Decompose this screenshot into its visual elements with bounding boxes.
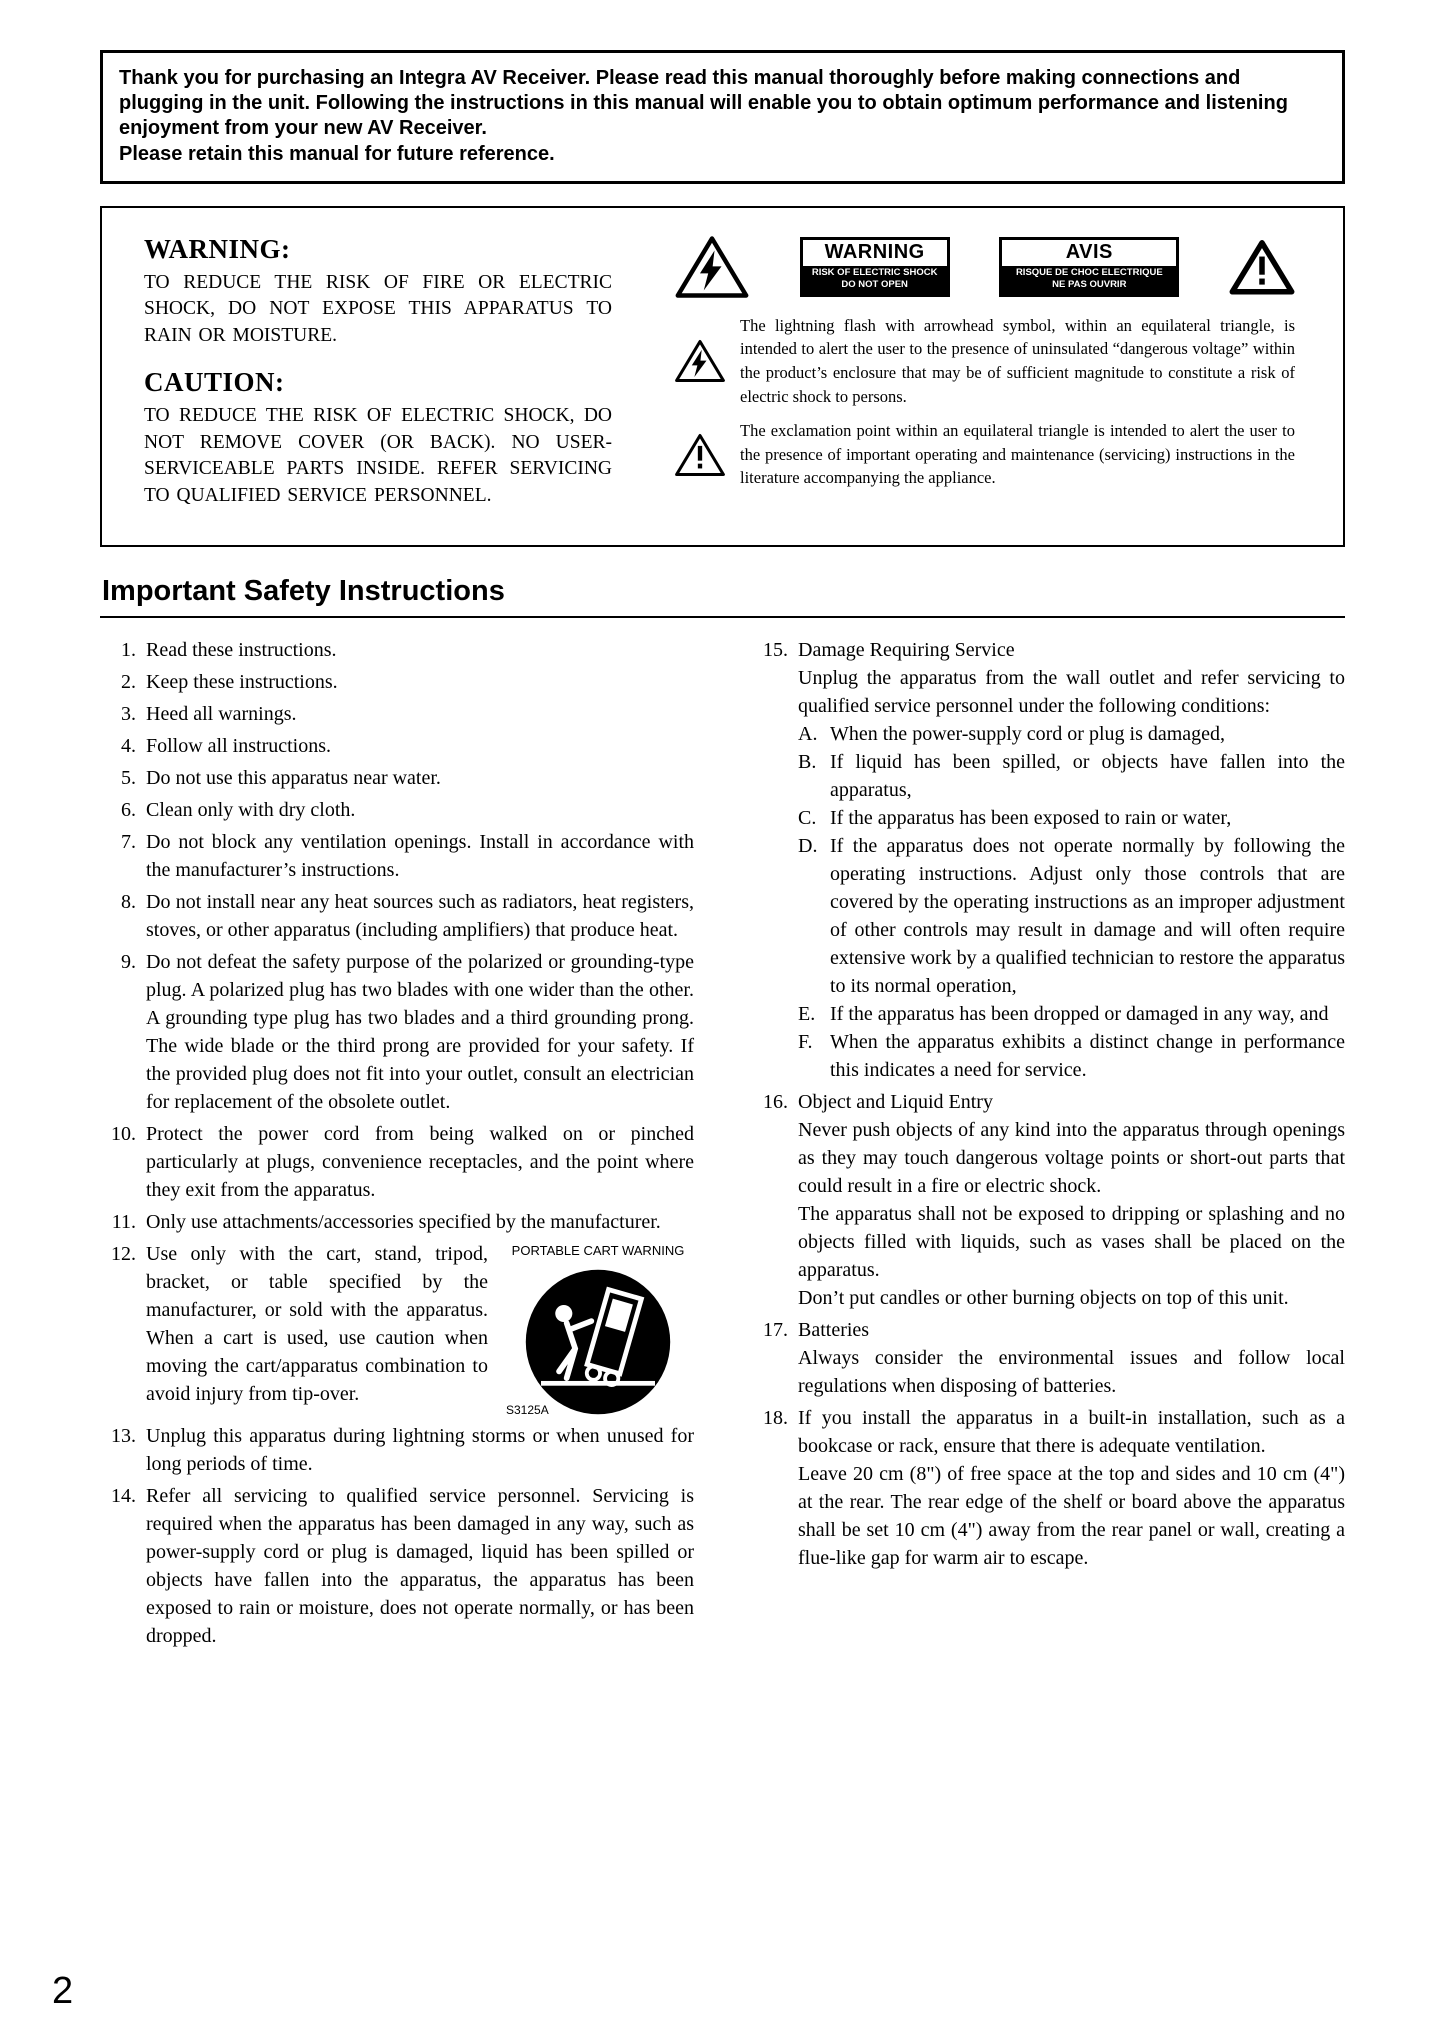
sub-text: If the apparatus has been dropped or damaged in any way, and	[830, 1003, 1329, 1026]
item-title: Object and Liquid Entry	[798, 1091, 993, 1114]
item-number: 1.	[121, 639, 136, 662]
list-item-6	[100, 796, 694, 824]
item-number: 6.	[121, 799, 136, 822]
list-item-18	[752, 1404, 1345, 1572]
list-item-14	[100, 1482, 694, 1650]
item-paragraph: Leave 20 cm (8") of free space at the top and sides and 10 cm (4") at the rear. The rear edge of the shelf or board above the apparatus shall be set 10 cm (4") away from the rear panel or wall, creating a flue-like gap for warm air to escape.	[798, 1463, 1345, 1570]
item-text: Refer all servicing to qualified service personnel. Servicing is required when the apparatus has been damaged in any way, such as power-supply cord or plug is damaged, liquid has been spilled or objects have fallen into the apparatus, the apparatus has been exposed to rain or moisture, does not operate normally, or has been dropped.	[146, 1485, 694, 1648]
item-number: 3.	[121, 703, 136, 726]
list-item-1	[100, 636, 694, 664]
item-number: 13.	[111, 1425, 136, 1448]
warning-caution-box	[100, 206, 1345, 548]
item-number: 14.	[111, 1485, 136, 1508]
intro-box	[100, 50, 1345, 184]
exclamation-triangle-small-icon	[674, 419, 740, 490]
list-item-13	[100, 1422, 694, 1478]
warning-heading: WARNING:	[144, 233, 291, 264]
list-item-9	[100, 948, 694, 1116]
sub-item-b	[798, 748, 1345, 804]
list-item-10	[100, 1120, 694, 1204]
sub-text: If the apparatus does not operate normally by following the operating instructions. Adjust only those controls that are covered by the operating instructions as an improper adjustment of other controls may result in damage and will often require extensive work by a qualified technician to restore the apparatus to its normal operation,	[830, 835, 1345, 998]
item-text: Follow all instructions.	[146, 735, 331, 758]
warning-symbols-column	[674, 234, 1295, 528]
list-item-15	[752, 636, 1345, 1084]
item-number: 12.	[111, 1243, 136, 1266]
item-number: 8.	[121, 891, 136, 914]
item-number: 2.	[121, 671, 136, 694]
item-text: Protect the power cord from being walked on or pinched particularly at plugs, convenience receptacles, and the point where they exit from the apparatus.	[146, 1123, 694, 1202]
sub-text: When the apparatus exhibits a distinct change in performance this indicates a need for service.	[830, 1031, 1345, 1082]
list-item-4	[100, 732, 694, 760]
section-rule	[100, 616, 1345, 618]
instructions-columns	[100, 636, 1345, 1654]
sub-letter: A.	[798, 723, 818, 746]
caution-heading: CAUTION:	[144, 367, 285, 398]
instructions-right-column	[752, 636, 1345, 1654]
list-item-2	[100, 668, 694, 696]
item-text: Keep these instructions.	[146, 671, 338, 694]
sub-item-f	[798, 1028, 1345, 1084]
section-title: Important Safety Instructions	[102, 575, 505, 608]
list-item-12	[100, 1240, 694, 1418]
item-number: 17.	[763, 1319, 788, 1342]
sub-item-d	[798, 832, 1345, 1000]
sub-item-a	[798, 720, 1345, 748]
item-text: Clean only with dry cloth.	[146, 799, 356, 822]
item-number: 5.	[121, 767, 136, 790]
item-title: Damage Requiring Service	[798, 639, 1015, 662]
item-number: 16.	[763, 1091, 788, 1114]
item-number: 4.	[121, 735, 136, 758]
exclamation-note	[674, 419, 1295, 490]
avis-sign-line1: RISQUE DE CHOC ELECTRIQUE	[1015, 266, 1163, 278]
sub-letter: B.	[798, 751, 817, 774]
sub-letter: E.	[798, 1003, 816, 1026]
cart-warning-title: PORTABLE CART WARNING	[511, 1243, 685, 1259]
list-item-11	[100, 1208, 694, 1236]
item-paragraph: Never push objects of any kind into the apparatus through openings as they may touch dangerous voltage points or short-out parts that could result in a fire or electric shock.	[798, 1119, 1345, 1198]
item-number: 11.	[111, 1211, 136, 1234]
portable-cart-figure	[502, 1240, 694, 1418]
warning-sign-subtitle	[803, 266, 947, 294]
item-number: 18.	[763, 1407, 788, 1430]
lightning-triangle-icon	[674, 234, 750, 300]
item-paragraph: Unplug the apparatus from the wall outlet and refer servicing to qualified service personnel under the following conditions:	[798, 667, 1345, 718]
sub-item-e	[798, 1000, 1345, 1028]
item-number: 7.	[121, 831, 136, 854]
item-text: Read these instructions.	[146, 639, 337, 662]
lightning-triangle-small-icon	[674, 314, 740, 408]
instructions-left-column	[100, 636, 694, 1654]
sub-item-c	[798, 804, 1345, 832]
exclamation-triangle-icon	[1229, 237, 1295, 297]
cart-tipover-icon	[522, 1266, 674, 1418]
exclamation-note-text: The exclamation point within an equilateral triangle is intended to alert the user to the presence of important operating and maintenance (servicing) instructions in the literature accompanying the appliance.	[740, 421, 1295, 488]
list-item-17	[752, 1316, 1345, 1400]
item-text: Heed all warnings.	[146, 703, 297, 726]
sub-text: If the apparatus has been exposed to rain or water,	[830, 807, 1232, 830]
sub-text: When the power-supply cord or plug is damaged,	[830, 723, 1226, 746]
sub-text: If liquid has been spilled, or objects have fallen into the apparatus,	[830, 751, 1345, 802]
warning-sign-title: WARNING	[824, 240, 925, 263]
avis-sign	[999, 237, 1179, 297]
lightning-note-text: The lightning flash with arrowhead symbol, within an equilateral triangle, is intended to alert the user to the presence of uninsulated “dangerous voltage” within the product’s enclosure that may be of sufficient magnitude to constitute a risk of electric shock to persons.	[740, 315, 1295, 406]
list-item-8	[100, 888, 694, 944]
intro-paragraph: Thank you for purchasing an Integra AV Receiver. Please read this manual thoroughly before making connections and plugging in the unit. Following the instructions in this manual will enable you to obtain optimum performance and listening enjoyment from your new AV Receiver.	[119, 67, 1288, 140]
item-number: 9.	[121, 951, 136, 974]
avis-sign-title: AVIS	[1065, 240, 1113, 263]
item-text: Unplug this apparatus during lightning storms or when unused for long periods of time.	[146, 1425, 694, 1476]
intro-retain-line: Please retain this manual for future reference.	[119, 142, 555, 165]
item-paragraph: Always consider the environmental issues and follow local regulations when disposing of batteries.	[798, 1347, 1345, 1398]
item-text: Do not defeat the safety purpose of the polarized or grounding-type plug. A polarized plug has two blades with one wider than the other. A grounding type plug has two blades and a third grounding prong. The wide blade or the third prong are provided for your safety. If the provided plug does not fit into your outlet, consult an electrician for replacement of the obsolete outlet.	[146, 951, 694, 1114]
item-text: Do not block any ventilation openings. Install in accordance with the manufacturer’s instructions.	[146, 831, 694, 882]
lightning-note	[674, 314, 1295, 408]
item-number: 15.	[763, 639, 788, 662]
list-item-7	[100, 828, 694, 884]
warning-sign-line2: DO NOT OPEN	[841, 279, 908, 291]
caution-text: TO REDUCE THE RISK OF ELECTRIC SHOCK, DO NOT REMOVE COVER (OR BACK). NO USER-SERVICEABLE PARTS INSIDE. REFER SERVICING TO QUALIFIED SERVICE PERSONNEL.	[144, 405, 612, 506]
item-paragraph: If you install the apparatus in a built-in installation, such as a bookcase or rack, ensure that there is adequate ventilation.	[798, 1407, 1345, 1458]
list-item-16	[752, 1088, 1345, 1312]
warning-caution-text-column	[144, 234, 612, 528]
avis-sign-line2: NE PAS OUVRIR	[1052, 279, 1127, 291]
item-text: Do not install near any heat sources such as radiators, heat registers, stoves, or other apparatus (including amplifiers) that produce heat.	[146, 891, 694, 942]
item-title: Batteries	[798, 1319, 870, 1342]
item-text: Use only with the cart, stand, tripod, bracket, or table specified by the manufacturer, or sold with the apparatus. When a cart is used, use caution when moving the cart/apparatus combination to avoid injury from tip-over.	[146, 1243, 488, 1406]
sub-letter: D.	[798, 835, 818, 858]
sub-letter: F.	[798, 1031, 813, 1054]
item-number: 10.	[111, 1123, 136, 1146]
item-text: Do not use this apparatus near water.	[146, 767, 441, 790]
sub-letter: C.	[798, 807, 817, 830]
page-number: 2	[52, 1970, 74, 2012]
item-paragraph: Don’t put candles or other burning objects on top of this unit.	[798, 1287, 1289, 1310]
avis-sign-subtitle	[1002, 266, 1176, 294]
list-item-5	[100, 764, 694, 792]
list-item-3	[100, 700, 694, 728]
cart-warning-code: S3125A	[506, 1402, 549, 1417]
warning-signs-row	[674, 234, 1295, 300]
warning-sign-line1: RISK OF ELECTRIC SHOCK	[811, 266, 938, 278]
warning-text: TO REDUCE THE RISK OF FIRE OR ELECTRIC SHOCK, DO NOT EXPOSE THIS APPARATUS TO RAIN OR MOISTURE.	[144, 271, 612, 346]
warning-sign	[800, 237, 950, 297]
item-paragraph: The apparatus shall not be exposed to dripping or splashing and no objects filled with liquids, such as vases shall be placed on the apparatus.	[798, 1203, 1345, 1282]
item-text: Only use attachments/accessories specified by the manufacturer.	[146, 1211, 661, 1234]
